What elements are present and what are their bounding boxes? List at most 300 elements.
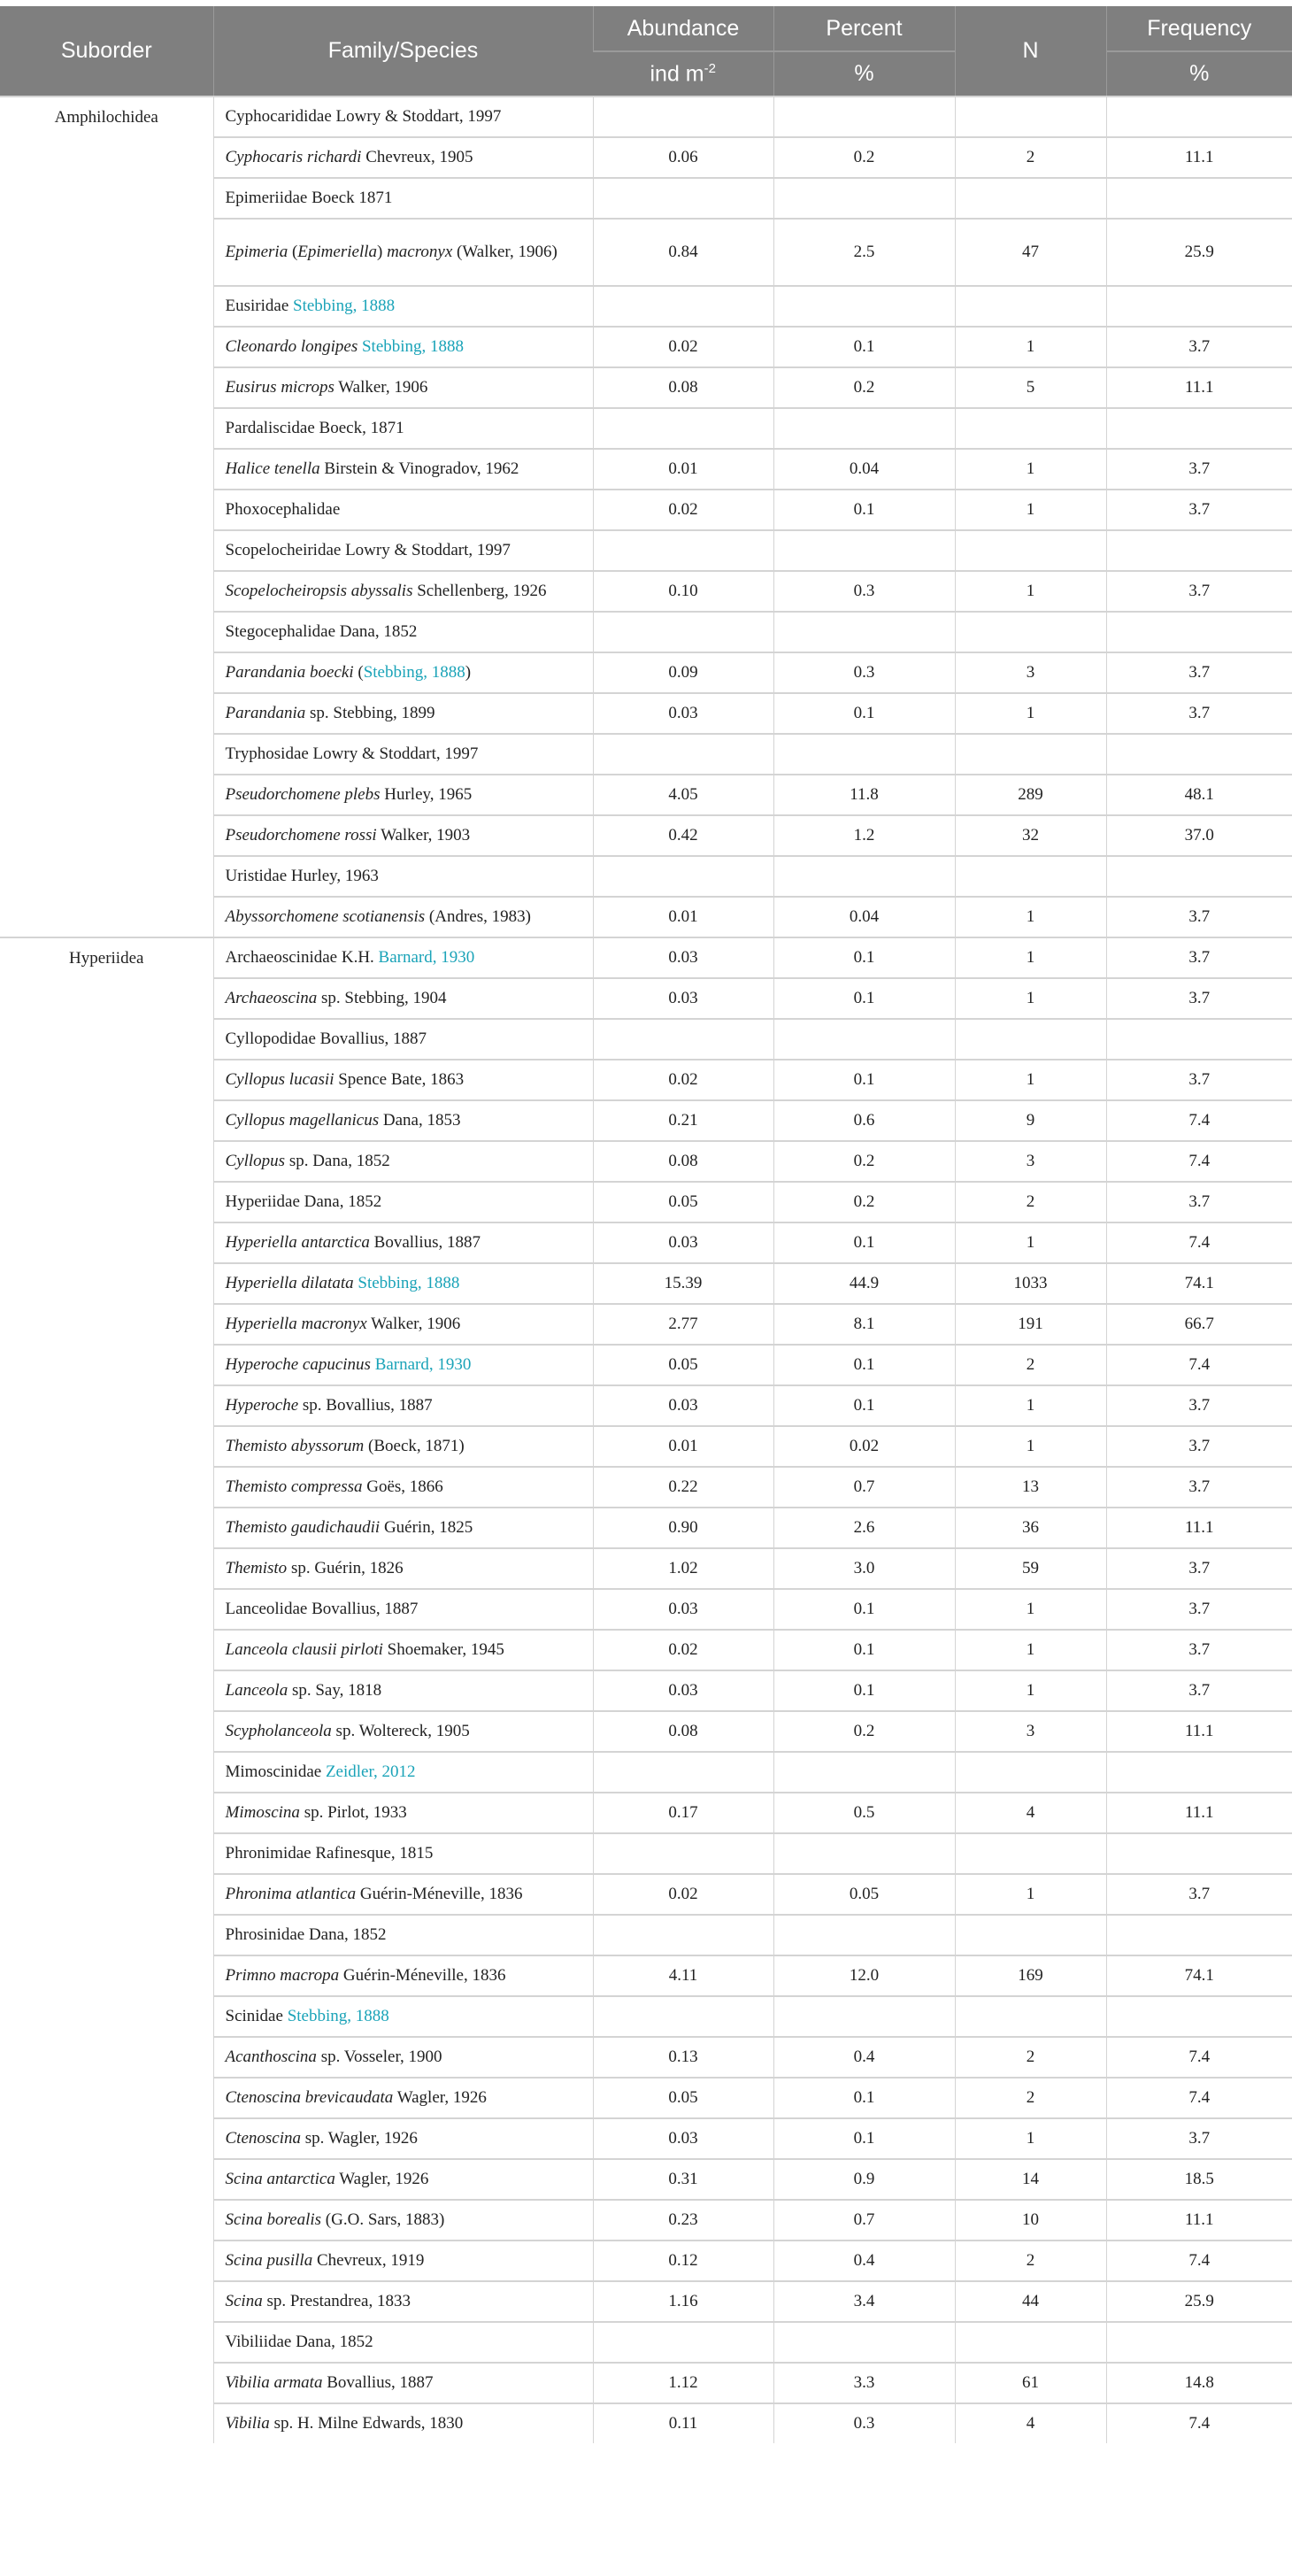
- authority-text: (Boeck, 1871): [364, 1437, 465, 1455]
- percent-cell: 8.1: [773, 1304, 955, 1345]
- family-species-cell: [213, 978, 593, 1019]
- taxon-name: Cyllopus: [225, 1152, 286, 1170]
- family-species-cell: [213, 449, 593, 490]
- abundance-cell: 0.01: [593, 897, 773, 937]
- authority-text: Cyphocarididae Lowry & Stoddart, 1997: [225, 107, 502, 126]
- family-species-cell: [213, 734, 593, 775]
- abundance-cell: 0.03: [593, 1589, 773, 1630]
- abundance-cell: 0.90: [593, 1508, 773, 1548]
- taxon-name: Themisto abyssorum: [225, 1437, 365, 1455]
- n-cell: 1: [955, 897, 1106, 937]
- abundance-cell: 0.08: [593, 1141, 773, 1182]
- taxon-name: Parandania: [225, 704, 306, 722]
- n-cell: 13: [955, 1467, 1106, 1508]
- frequency-cell: 3.7: [1106, 978, 1292, 1019]
- authority-text: Bovallius, 1887: [369, 1233, 481, 1252]
- percent-cell: 0.04: [773, 897, 955, 937]
- n-cell: [955, 612, 1106, 652]
- n-cell: 9: [955, 1100, 1106, 1141]
- frequency-cell: 3.7: [1106, 1426, 1292, 1467]
- family-species-cell: [213, 2118, 593, 2159]
- table-row: [0, 937, 1292, 978]
- taxon-name: Themisto gaudichaudii: [225, 1518, 381, 1537]
- taxon-name: Cyphocaris richardi: [225, 148, 362, 166]
- n-cell: 4: [955, 2403, 1106, 2443]
- citation-link[interactable]: Barnard, 1930: [374, 1355, 472, 1374]
- family-species-cell: [213, 2037, 593, 2078]
- percent-cell: 0.4: [773, 2241, 955, 2281]
- frequency-cell: [1106, 1019, 1292, 1060]
- n-cell: 2: [955, 2241, 1106, 2281]
- authority-text: ): [377, 243, 388, 261]
- n-cell: 169: [955, 1955, 1106, 1996]
- n-cell: 1: [955, 1222, 1106, 1263]
- n-cell: [955, 856, 1106, 897]
- family-species-cell: [213, 2363, 593, 2403]
- citation-link[interactable]: Stebbing, 1888: [363, 663, 465, 682]
- abundance-cell: 0.23: [593, 2200, 773, 2241]
- authority-text: Cyllopodidae Bovallius, 1887: [225, 1030, 427, 1048]
- n-cell: 47: [955, 219, 1106, 286]
- taxon-name: Scina antarctica: [225, 2170, 335, 2188]
- authority-text: sp. Pirlot, 1933: [299, 1803, 407, 1822]
- percent-cell: [773, 612, 955, 652]
- abundance-cell: 0.21: [593, 1100, 773, 1141]
- percent-cell: 0.5: [773, 1793, 955, 1833]
- abundance-cell: [593, 1996, 773, 2037]
- authority-text: Tryphosidae Lowry & Stoddart, 1997: [225, 744, 479, 763]
- authority-text: Phoxocephalidae: [225, 500, 341, 519]
- percent-cell: 2.5: [773, 219, 955, 286]
- authority-text: Dana, 1853: [379, 1111, 461, 1130]
- citation-link[interactable]: Stebbing, 1888: [293, 297, 396, 315]
- abundance-cell: 0.05: [593, 2078, 773, 2118]
- percent-cell: 44.9: [773, 1263, 955, 1304]
- frequency-cell: 7.4: [1106, 2403, 1292, 2443]
- abundance-cell: 0.13: [593, 2037, 773, 2078]
- frequency-cell: 3.7: [1106, 327, 1292, 367]
- frequency-cell: 3.7: [1106, 937, 1292, 978]
- header-family-species: Family/Species: [213, 6, 593, 96]
- abundance-cell: [593, 734, 773, 775]
- frequency-cell: [1106, 530, 1292, 571]
- percent-cell: 3.3: [773, 2363, 955, 2403]
- n-cell: 1: [955, 571, 1106, 612]
- taxon-name: Scypholanceola: [225, 1722, 332, 1740]
- percent-cell: 3.0: [773, 1548, 955, 1589]
- frequency-cell: [1106, 1915, 1292, 1955]
- frequency-cell: 3.7: [1106, 1060, 1292, 1100]
- taxon-name: Cyllopus lucasii: [225, 1070, 335, 1089]
- abundance-cell: 0.03: [593, 1222, 773, 1263]
- frequency-cell: 18.5: [1106, 2159, 1292, 2200]
- percent-cell: 0.05: [773, 1874, 955, 1915]
- frequency-cell: 3.7: [1106, 1874, 1292, 1915]
- authority-text: Walker, 1906: [366, 1315, 461, 1333]
- percent-cell: [773, 1833, 955, 1874]
- authority-text: Chevreux, 1905: [361, 148, 473, 166]
- frequency-cell: [1106, 1996, 1292, 2037]
- n-cell: [955, 1019, 1106, 1060]
- n-cell: 3: [955, 1141, 1106, 1182]
- family-species-cell: [213, 1670, 593, 1711]
- taxon-name: Hyperoche: [225, 1396, 299, 1415]
- n-cell: 2: [955, 1182, 1106, 1222]
- abundance-cell: 0.02: [593, 1630, 773, 1670]
- percent-cell: 0.9: [773, 2159, 955, 2200]
- percent-cell: 0.2: [773, 367, 955, 408]
- authority-text: Stegocephalidae Dana, 1852: [225, 622, 418, 641]
- authority-text: Guérin-Méneville, 1836: [339, 1966, 506, 1985]
- percent-cell: 0.7: [773, 2200, 955, 2241]
- abundance-cell: 0.05: [593, 1182, 773, 1222]
- taxon-name: Lanceola: [225, 1681, 288, 1700]
- frequency-cell: [1106, 734, 1292, 775]
- frequency-cell: 11.1: [1106, 1508, 1292, 1548]
- taxon-name: Primno macropa: [225, 1966, 340, 1985]
- taxon-name: Vibilia: [225, 2414, 270, 2433]
- family-species-cell: [213, 1589, 593, 1630]
- frequency-cell: 3.7: [1106, 1670, 1292, 1711]
- taxon-name: Ctenoscina brevicaudata: [225, 2088, 394, 2107]
- n-cell: [955, 286, 1106, 327]
- percent-cell: 0.1: [773, 327, 955, 367]
- authority-text: Epimeriidae Boeck 1871: [225, 189, 393, 207]
- family-species-cell: [213, 2078, 593, 2118]
- n-cell: 1: [955, 1385, 1106, 1426]
- frequency-cell: 37.0: [1106, 815, 1292, 856]
- authority-text: Hyperiidae Dana, 1852: [225, 1192, 382, 1211]
- authority-text: Archaeoscinidae K.H.: [225, 948, 379, 967]
- abundance-cell: [593, 178, 773, 219]
- abundance-cell: [593, 96, 773, 137]
- citation-link[interactable]: Barnard, 1930: [378, 948, 475, 967]
- percent-cell: [773, 1752, 955, 1793]
- n-cell: 1: [955, 449, 1106, 490]
- taxon-name: Hyperoche capucinus: [225, 1355, 371, 1374]
- taxon-name: Acanthoscina: [225, 2048, 317, 2066]
- authority-text: Pardaliscidae Boeck, 1871: [225, 419, 404, 437]
- citation-link[interactable]: Zeidler, 2012: [325, 1762, 416, 1781]
- taxon-name: Abyssorchomene scotianensis: [225, 907, 426, 926]
- percent-cell: 0.1: [773, 1670, 955, 1711]
- n-cell: 5: [955, 367, 1106, 408]
- family-species-cell: [213, 1467, 593, 1508]
- percent-cell: 0.7: [773, 1467, 955, 1508]
- n-cell: 1: [955, 1670, 1106, 1711]
- taxon-name: Scina pusilla: [225, 2251, 313, 2270]
- frequency-cell: 7.4: [1106, 1141, 1292, 1182]
- authority-text: sp. H. Milne Edwards, 1830: [269, 2414, 464, 2433]
- frequency-cell: 7.4: [1106, 2078, 1292, 2118]
- authority-text: Hurley, 1965: [380, 785, 473, 804]
- abundance-cell: 1.02: [593, 1548, 773, 1589]
- taxon-name: Eusirus microps: [225, 378, 335, 397]
- authority-text: Guérin-Méneville, 1836: [356, 1885, 523, 1903]
- authority-text: Vibiliidae Dana, 1852: [225, 2333, 373, 2351]
- table-header: [0, 6, 1292, 96]
- citation-link[interactable]: Stebbing, 1888: [358, 1274, 460, 1292]
- family-species-cell: [213, 1019, 593, 1060]
- n-cell: 191: [955, 1304, 1106, 1345]
- n-cell: [955, 96, 1106, 137]
- family-species-cell: [213, 1548, 593, 1589]
- n-cell: 1033: [955, 1263, 1106, 1304]
- frequency-cell: 25.9: [1106, 219, 1292, 286]
- n-cell: 2: [955, 2078, 1106, 2118]
- frequency-cell: 3.7: [1106, 693, 1292, 734]
- percent-cell: 0.1: [773, 1060, 955, 1100]
- frequency-cell: 3.7: [1106, 571, 1292, 612]
- n-cell: 1: [955, 490, 1106, 530]
- percent-cell: 0.1: [773, 693, 955, 734]
- n-cell: [955, 1915, 1106, 1955]
- percent-cell: [773, 734, 955, 775]
- frequency-cell: [1106, 2322, 1292, 2363]
- percent-cell: [773, 1996, 955, 2037]
- family-species-cell: [213, 178, 593, 219]
- abundance-cell: [593, 1915, 773, 1955]
- family-species-cell: [213, 1996, 593, 2037]
- family-species-cell: [213, 1304, 593, 1345]
- abundance-cell: 2.77: [593, 1304, 773, 1345]
- authority-text: Eusiridae: [225, 297, 294, 315]
- frequency-cell: 11.1: [1106, 137, 1292, 178]
- authority-text: sp. Guérin, 1826: [287, 1559, 404, 1577]
- frequency-cell: 74.1: [1106, 1955, 1292, 1996]
- percent-cell: 0.1: [773, 937, 955, 978]
- header-frequency: Frequency: [1106, 6, 1292, 51]
- percent-cell: 0.6: [773, 1100, 955, 1141]
- abundance-cell: 1.12: [593, 2363, 773, 2403]
- family-species-cell: [213, 2403, 593, 2443]
- percent-cell: 0.2: [773, 1141, 955, 1182]
- percent-cell: 0.1: [773, 1222, 955, 1263]
- family-species-cell: [213, 775, 593, 815]
- taxon-name: Cleonardo longipes: [225, 337, 358, 356]
- family-species-cell: [213, 1345, 593, 1385]
- n-cell: 61: [955, 2363, 1106, 2403]
- frequency-cell: [1106, 856, 1292, 897]
- percent-cell: 0.2: [773, 1182, 955, 1222]
- percent-cell: 0.3: [773, 652, 955, 693]
- authority-text: ): [465, 663, 472, 682]
- abundance-cell: 0.03: [593, 937, 773, 978]
- authority-text: Goës, 1866: [362, 1477, 443, 1496]
- abundance-cell: 0.01: [593, 1426, 773, 1467]
- family-species-cell: [213, 1100, 593, 1141]
- n-cell: 1: [955, 937, 1106, 978]
- percent-cell: 0.3: [773, 2403, 955, 2443]
- suborder-cell: Hyperiidea: [0, 937, 213, 2443]
- family-species-cell: [213, 1833, 593, 1874]
- abundance-cell: [593, 856, 773, 897]
- n-cell: 2: [955, 1345, 1106, 1385]
- abundance-cell: 0.01: [593, 449, 773, 490]
- abundance-cell: [593, 408, 773, 449]
- n-cell: 3: [955, 1711, 1106, 1752]
- authority-text: Wagler, 1926: [335, 2170, 429, 2188]
- frequency-cell: 3.7: [1106, 1630, 1292, 1670]
- percent-cell: 0.1: [773, 2118, 955, 2159]
- family-species-cell: [213, 1955, 593, 1996]
- family-species-cell: [213, 219, 593, 286]
- percent-cell: 0.4: [773, 2037, 955, 2078]
- n-cell: 1: [955, 327, 1106, 367]
- abundance-cell: 0.08: [593, 367, 773, 408]
- family-species-cell: [213, 1508, 593, 1548]
- taxon-name: macronyx: [387, 243, 453, 261]
- frequency-cell: 11.1: [1106, 2200, 1292, 2241]
- abundance-cell: 0.09: [593, 652, 773, 693]
- authority-text: Guérin, 1825: [380, 1518, 473, 1537]
- abundance-cell: [593, 530, 773, 571]
- n-cell: 4: [955, 1793, 1106, 1833]
- n-cell: [955, 1833, 1106, 1874]
- percent-cell: [773, 1019, 955, 1060]
- n-cell: 10: [955, 2200, 1106, 2241]
- authority-text: sp. Prestandrea, 1833: [262, 2292, 411, 2310]
- authority-text: (Andres, 1983): [425, 907, 531, 926]
- frequency-cell: 3.7: [1106, 1467, 1292, 1508]
- frequency-cell: 3.7: [1106, 652, 1292, 693]
- abundance-cell: 0.22: [593, 1467, 773, 1508]
- family-species-cell: [213, 327, 593, 367]
- authority-text: Spence Bate, 1863: [334, 1070, 465, 1089]
- family-species-cell: [213, 367, 593, 408]
- n-cell: 59: [955, 1548, 1106, 1589]
- authority-text: Uristidae Hurley, 1963: [225, 867, 379, 885]
- frequency-cell: [1106, 96, 1292, 137]
- taxon-name: Phronima atlantica: [225, 1885, 357, 1903]
- percent-cell: [773, 286, 955, 327]
- family-species-cell: [213, 571, 593, 612]
- authority-text: (G.O. Sars, 1883): [321, 2210, 445, 2229]
- family-species-cell: [213, 1874, 593, 1915]
- frequency-cell: 74.1: [1106, 1263, 1292, 1304]
- header-frequency-unit: %: [1106, 51, 1292, 96]
- authority-text: Birstein & Vinogradov, 1962: [319, 459, 519, 478]
- family-species-cell: [213, 1426, 593, 1467]
- authority-text: sp. Stebbing, 1899: [305, 704, 435, 722]
- abundance-cell: 15.39: [593, 1263, 773, 1304]
- n-cell: 2: [955, 2037, 1106, 2078]
- abundance-cell: 4.05: [593, 775, 773, 815]
- abundance-cell: 1.16: [593, 2281, 773, 2322]
- family-species-cell: [213, 530, 593, 571]
- authority-text: Bovallius, 1887: [322, 2373, 434, 2392]
- abundance-cell: [593, 2322, 773, 2363]
- abundance-cell: 0.02: [593, 327, 773, 367]
- n-cell: [955, 178, 1106, 219]
- taxon-name: Epimeriella: [297, 243, 377, 261]
- family-species-cell: [213, 2241, 593, 2281]
- authority-text: sp. Dana, 1852: [285, 1152, 390, 1170]
- frequency-cell: [1106, 1833, 1292, 1874]
- frequency-cell: 11.1: [1106, 367, 1292, 408]
- abundance-cell: 0.08: [593, 1711, 773, 1752]
- percent-cell: [773, 530, 955, 571]
- authority-text: Schellenberg, 1926: [412, 582, 547, 600]
- percent-cell: [773, 408, 955, 449]
- n-cell: 2: [955, 137, 1106, 178]
- frequency-cell: 3.7: [1106, 490, 1292, 530]
- taxon-name: Pseudorchomene rossi: [225, 826, 377, 845]
- percent-cell: 0.3: [773, 571, 955, 612]
- n-cell: [955, 734, 1106, 775]
- family-species-cell: [213, 1141, 593, 1182]
- species-abundance-table: [0, 6, 1292, 2443]
- percent-cell: 0.02: [773, 1426, 955, 1467]
- percent-cell: 0.1: [773, 2078, 955, 2118]
- abundance-cell: 0.03: [593, 978, 773, 1019]
- citation-link[interactable]: Stebbing, 1888: [287, 2007, 389, 2025]
- authority-text: Shoemaker, 1945: [382, 1640, 504, 1659]
- abundance-cell: 0.11: [593, 2403, 773, 2443]
- abundance-unit-exponent: -2: [704, 60, 716, 76]
- n-cell: [955, 2322, 1106, 2363]
- percent-cell: 0.1: [773, 1385, 955, 1426]
- authority-text: Walker, 1906: [334, 378, 428, 397]
- family-species-cell: [213, 286, 593, 327]
- n-cell: 44: [955, 2281, 1106, 2322]
- abundance-cell: 0.31: [593, 2159, 773, 2200]
- family-species-cell: [213, 1793, 593, 1833]
- citation-link[interactable]: Stebbing, 1888: [361, 337, 465, 356]
- percent-cell: [773, 1915, 955, 1955]
- abundance-cell: 0.05: [593, 1345, 773, 1385]
- frequency-cell: [1106, 612, 1292, 652]
- n-cell: 1: [955, 978, 1106, 1019]
- abundance-cell: 0.42: [593, 815, 773, 856]
- authority-text: Phronimidae Rafinesque, 1815: [225, 1844, 434, 1863]
- frequency-cell: 7.4: [1106, 1100, 1292, 1141]
- taxon-name: Vibilia armata: [225, 2373, 323, 2392]
- percent-cell: 1.2: [773, 815, 955, 856]
- frequency-cell: 11.1: [1106, 1793, 1292, 1833]
- abundance-cell: 0.02: [593, 1060, 773, 1100]
- frequency-cell: 7.4: [1106, 1345, 1292, 1385]
- n-cell: 36: [955, 1508, 1106, 1548]
- frequency-cell: 3.7: [1106, 2118, 1292, 2159]
- abundance-cell: 0.03: [593, 693, 773, 734]
- percent-cell: [773, 96, 955, 137]
- taxon-name: Pseudorchomene plebs: [225, 785, 381, 804]
- family-species-cell: [213, 1263, 593, 1304]
- taxon-name: Hyperiella macronyx: [225, 1315, 367, 1333]
- taxon-name: Themisto: [225, 1559, 288, 1577]
- taxon-name: Themisto compressa: [225, 1477, 363, 1496]
- n-cell: [955, 408, 1106, 449]
- authority-text: Walker, 1903: [376, 826, 471, 845]
- family-species-cell: [213, 1222, 593, 1263]
- frequency-cell: 48.1: [1106, 775, 1292, 815]
- abundance-cell: 0.02: [593, 1874, 773, 1915]
- authority-text: Scopelocheiridae Lowry & Stoddart, 1997: [225, 541, 511, 559]
- frequency-cell: 3.7: [1106, 449, 1292, 490]
- header-abundance-unit: [593, 51, 773, 96]
- taxon-name: Epimeria: [225, 243, 288, 261]
- taxon-name: Halice tenella: [225, 459, 320, 478]
- taxon-name: Parandania boecki: [225, 663, 354, 682]
- table-row: [0, 96, 1292, 137]
- family-species-cell: [213, 137, 593, 178]
- abundance-cell: 0.02: [593, 490, 773, 530]
- frequency-cell: [1106, 408, 1292, 449]
- frequency-cell: 14.8: [1106, 2363, 1292, 2403]
- percent-cell: 2.6: [773, 1508, 955, 1548]
- percent-cell: 0.1: [773, 1589, 955, 1630]
